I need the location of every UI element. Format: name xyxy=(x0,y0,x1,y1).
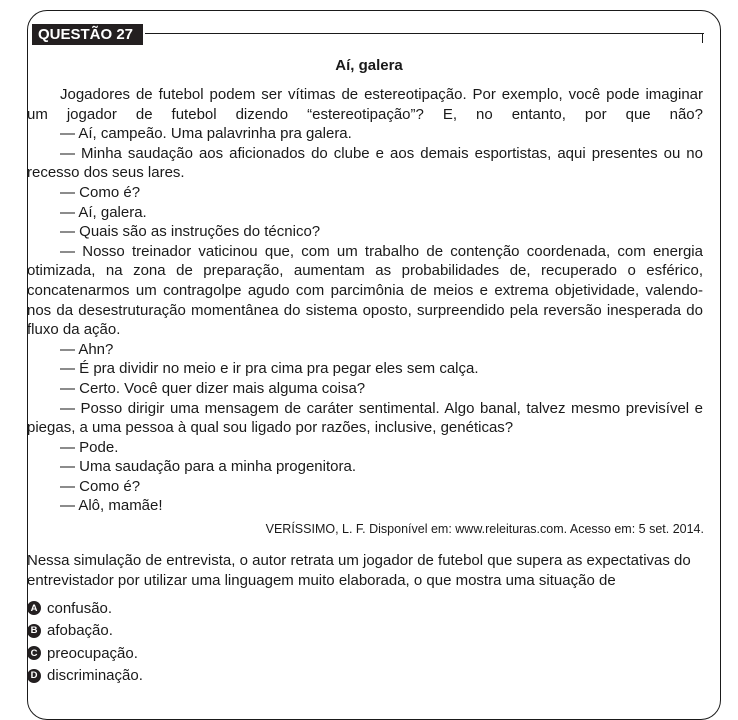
paragraph: — Uma saudação para a minha progenitora. xyxy=(60,458,357,476)
question-stem xyxy=(27,551,703,590)
paragraph: — Ahn? xyxy=(60,340,114,358)
option-letter-c: C xyxy=(27,646,41,660)
option-a-text: confusão. xyxy=(47,599,113,617)
paragraph: — Minha saudação aos aficionados do clube e aos demais esportistas, aqui presentes ou no recesso dos seus lares. xyxy=(27,144,703,182)
option-letter-b: B xyxy=(27,624,41,638)
text-title: Aí, galera xyxy=(335,57,403,74)
header-rule xyxy=(145,33,704,34)
option-letter-a: A xyxy=(27,601,41,615)
paragraph: — Pode. xyxy=(60,438,119,456)
option-letter-d: D xyxy=(27,669,41,683)
option-c-text: preocupação. xyxy=(47,644,138,662)
paragraph: — Aí, galera. xyxy=(60,203,147,221)
paragraph: — Alô, mamãe! xyxy=(60,497,163,515)
paragraph: — Quais são as instruções do técnico? xyxy=(60,223,321,241)
option-b[interactable] xyxy=(27,620,143,643)
option-b-text: afobação. xyxy=(47,622,113,640)
source-citation: VERÍSSIMO, L. F. Disponível em: www.releituras.com. Acesso em: 5 set. 2014. xyxy=(265,522,704,536)
paragraph: — Certo. Você quer dizer mais alguma coisa? xyxy=(60,379,366,397)
option-d-text: discriminação. xyxy=(47,667,143,685)
question-number-label: QUESTÃO 27 xyxy=(32,24,143,45)
paragraph: — Nosso treinador vaticinou que, com um trabalho de contenção coordenada, com energia otimizada, na zona de preparação, aumentam as probabilidades de, recuperado o esférico, concatenarmos um contragolpe agudo com parcimônia de meios e extrema objetividade, valendo-nos da desestruturação momentânea do sistema oposto, surpreendido pela reversão inesperada do fluxo da ação. xyxy=(27,242,703,339)
option-c[interactable] xyxy=(27,642,143,665)
paragraph: — É pra dividir no meio e ir pra cima pra pegar eles sem calça. xyxy=(60,360,479,378)
paragraph: — Posso dirigir uma mensagem de caráter sentimental. Algo banal, talvez mesmo previsível e piegas, a uma pessoa à qual sou ligado por razões, inclusive, genéticas? xyxy=(27,399,703,437)
question-stem-text: Nessa simulação de entrevista, o autor retrata um jogador de futebol que supera as expectativas do entrevistador por utilizar uma linguagem muito elaborada, o que mostra uma situação de xyxy=(27,552,691,589)
paragraph: — Como é? xyxy=(60,477,141,495)
text-body xyxy=(27,85,703,516)
paragraph: — Aí, campeão. Uma palavrinha pra galera. xyxy=(60,125,352,143)
option-a[interactable] xyxy=(27,597,143,620)
paragraph: — Como é? xyxy=(60,183,141,201)
header-rule-end xyxy=(702,33,703,43)
answer-options xyxy=(27,597,143,687)
option-d[interactable] xyxy=(27,665,143,688)
paragraph: Jogadores de futebol podem ser vítimas de estereotipação. Por exemplo, você pode imaginar um jogador de futebol dizendo “estereotipação”? E, no entanto, por que não? xyxy=(27,86,703,123)
